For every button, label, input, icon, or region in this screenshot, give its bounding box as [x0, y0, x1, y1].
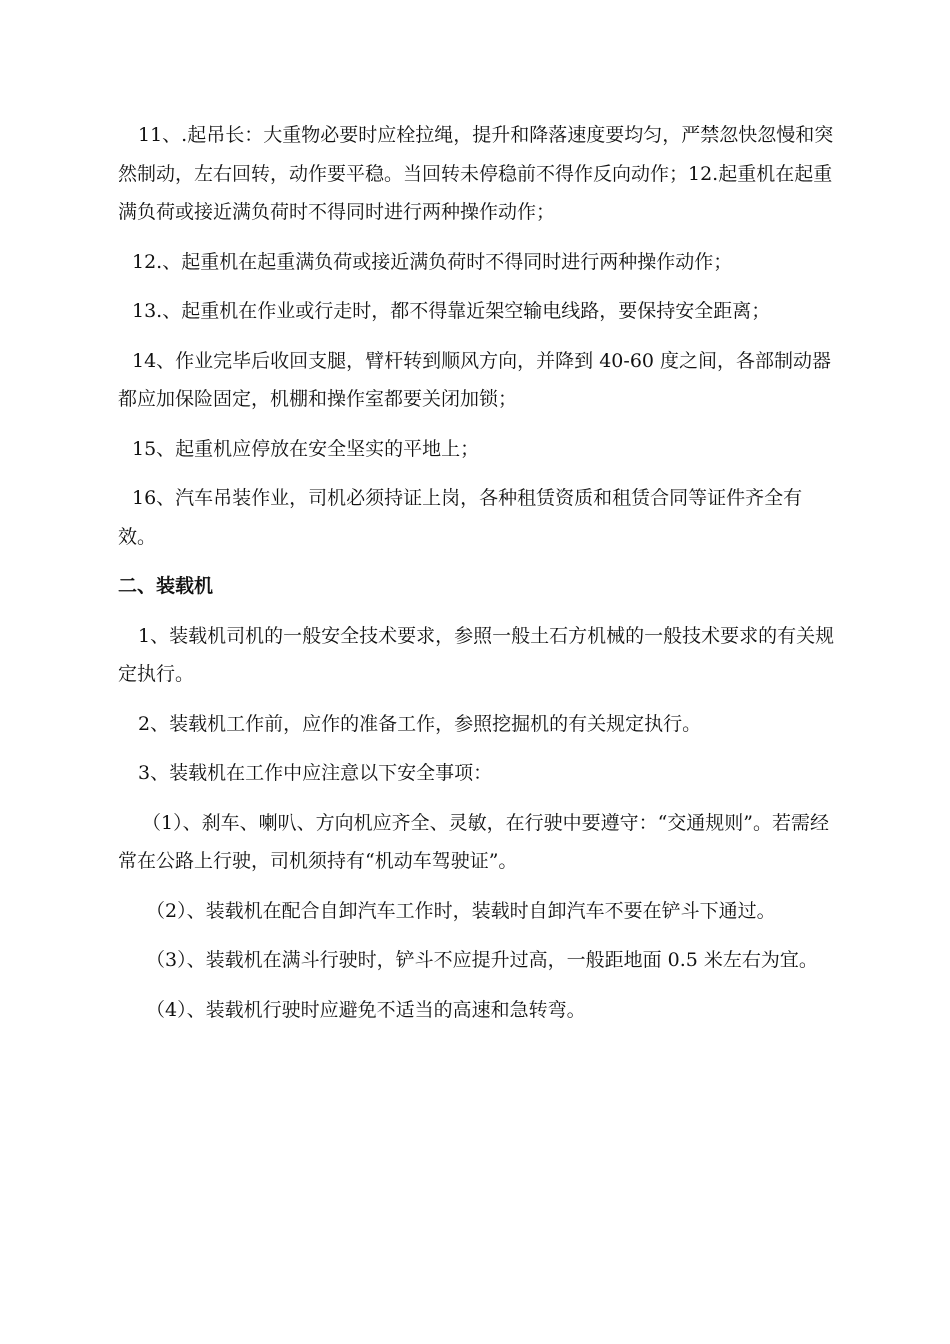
loader-subitem-3: （3）、装载机在满斗行驶时，铲斗不应提升过高，一般距地面 0.5 米左右为宜。 — [146, 949, 818, 971]
paragraph-item-15: 15、起重机应停放在安全坚实的平地上； — [132, 437, 480, 460]
section-heading-loader: 二、装载机 — [118, 575, 214, 597]
paragraph-item-16: 16、汽车吊装作业，司机必须持证上岗，各种租赁资质和租赁合同等证件齐全有效。 — [118, 487, 803, 548]
loader-subitem-4: （4）、装载机行驶时应避免不适当的高速和急转弯。 — [146, 998, 586, 1021]
document-body — [118, 116, 838, 1040]
paragraph-item-14: 14、作业完毕后收回支腿，臂杆转到顺风方向，并降到 40-60 度之间，各部制动器都应加保险固定，机棚和操作室都要关闭加锁； — [118, 349, 832, 410]
loader-subitem-2: （2）、装载机在配合自卸汽车工作时，装载时自卸汽车不要在铲斗下通过。 — [146, 899, 776, 922]
paragraph-item-12: 12.、起重机在起重满负荷或接近满负荷时不得同时进行两种操作动作； — [132, 250, 733, 273]
paragraph-item-13: 13.、起重机在作业或行走时，都不得靠近架空输电线路，要保持安全距离； — [132, 300, 771, 322]
loader-subitem-1: （1）、刹车、喇叭、方向机应齐全、灵敏，在行驶中要遵守：“交通规则”。若需经常在公路上行驶，司机须持有“机动车驾驶证”。 — [118, 811, 830, 872]
loader-paragraph-2: 2、装载机工作前，应作的准备工作，参照挖掘机的有关规定执行。 — [138, 712, 702, 735]
paragraph-item-11: 11、.起吊长：大重物必要时应栓拉绳，提升和降落速度要均匀，严禁忽快忽慢和突然制动，左右回转，动作要平稳。当回转未停稳前不得作反向动作；12.起重机在起重满负荷或接近满负荷时不得同时进行两种操作动作； — [118, 124, 834, 223]
loader-paragraph-1: 1、装载机司机的一般安全技术要求，参照一般土石方机械的一般技术要求的有关规定执行。 — [118, 624, 835, 685]
loader-paragraph-3: 3、装载机在工作中应注意以下安全事项： — [138, 762, 493, 784]
